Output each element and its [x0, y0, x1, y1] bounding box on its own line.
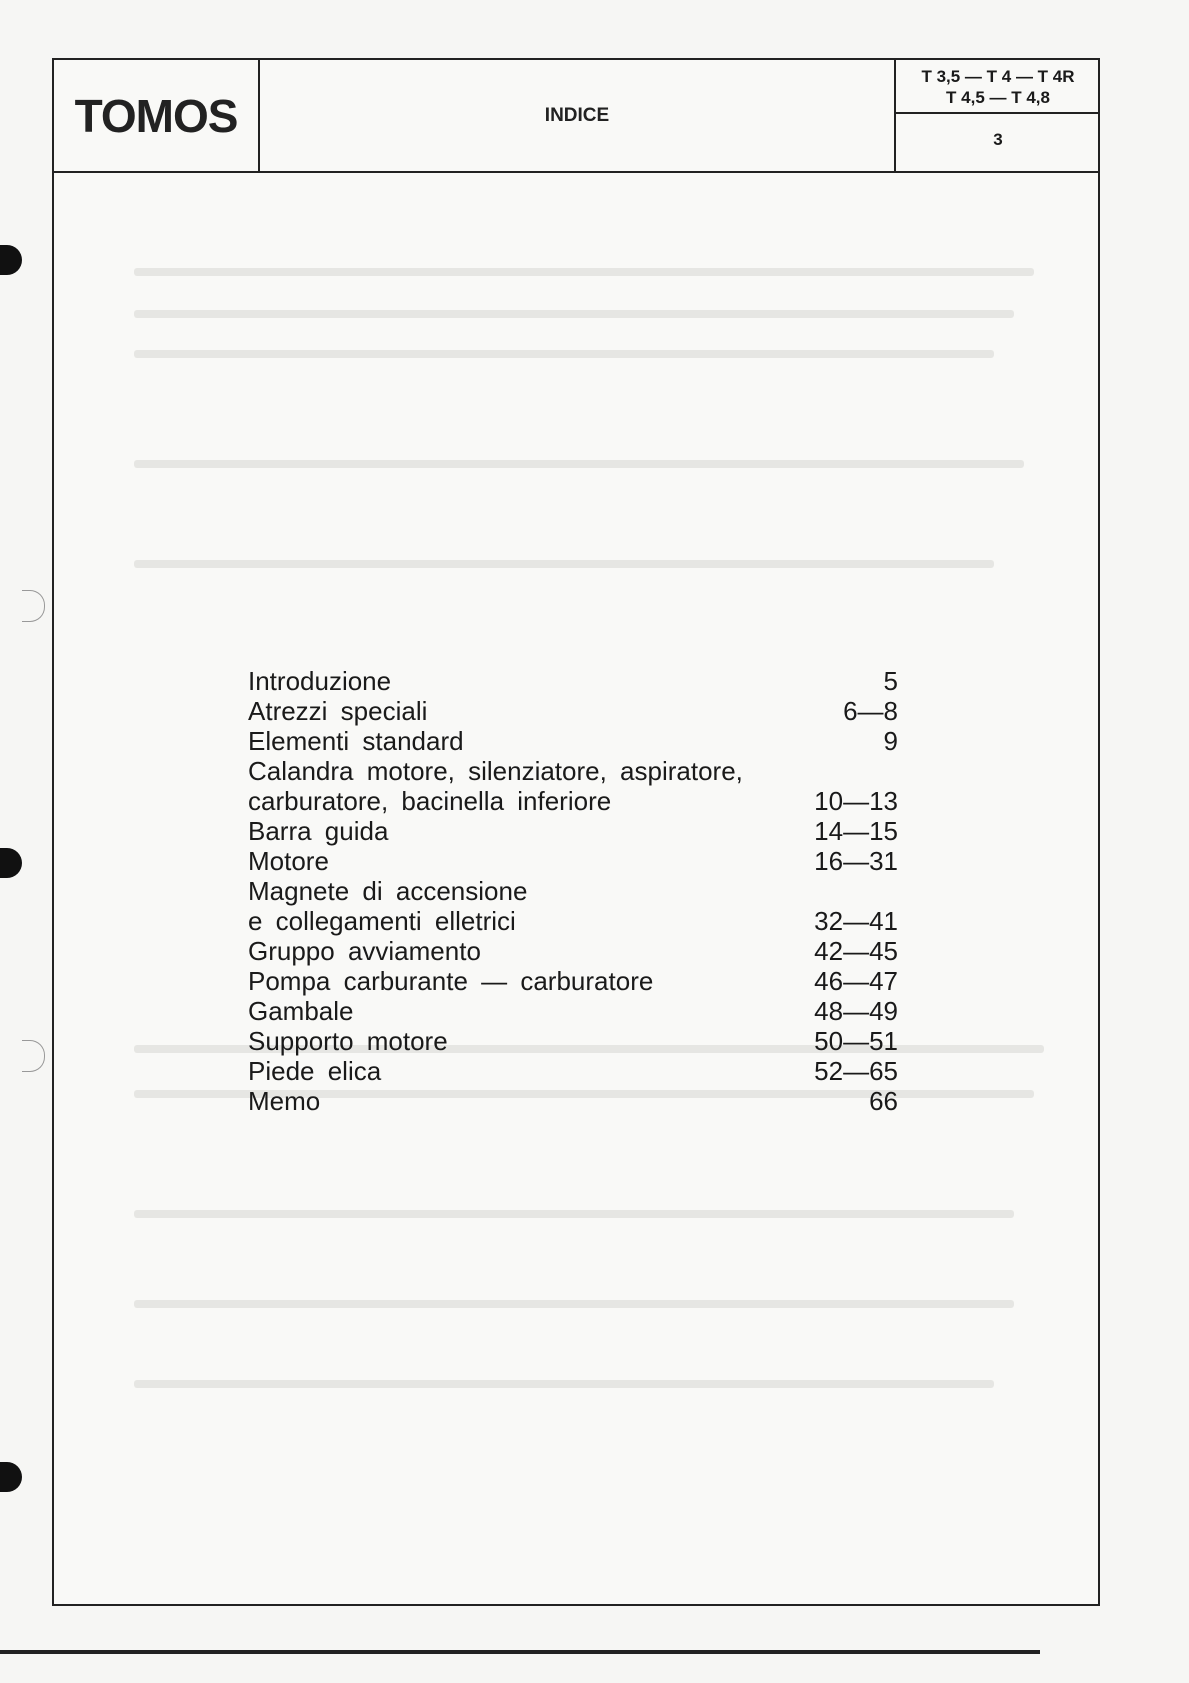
toc-entry-pages: 50—51	[814, 1026, 898, 1056]
toc-entry	[248, 846, 898, 876]
show-through-line	[134, 1300, 1014, 1308]
page-number: 3	[993, 130, 1003, 149]
toc-entry-title: Memo	[248, 1086, 321, 1116]
show-through-line	[134, 560, 994, 568]
toc-entry	[248, 1086, 898, 1116]
toc-entry-pages: 42—45	[814, 936, 898, 966]
toc-entry	[248, 936, 898, 966]
toc-entry-title: Pompa carburante — carburatore	[248, 966, 654, 996]
toc-entry-pages: 52—65	[814, 1056, 898, 1086]
toc-entry-title: Barra guida	[248, 816, 389, 846]
toc-entry-title: e collegamenti elletrici	[248, 906, 516, 936]
header-block	[54, 60, 1098, 173]
toc-entry-pages: 46—47	[814, 966, 898, 996]
toc-entry-pages: 10—13	[814, 786, 898, 816]
punch-hole-ring	[22, 590, 45, 622]
title-cell	[260, 60, 896, 171]
toc-entry-title: Elementi standard	[248, 726, 464, 756]
toc-entry-pages: 6—8	[843, 696, 898, 726]
toc-entry-title: Gambale	[248, 996, 354, 1026]
model-line-2: T 4,5 — T 4,8	[946, 88, 1050, 107]
models-cell	[896, 60, 1100, 171]
toc-entry	[248, 1056, 898, 1086]
show-through-line	[134, 460, 1024, 468]
toc-entry	[248, 666, 898, 696]
punch-hole	[0, 1462, 22, 1492]
toc-entry-title: Piede elica	[248, 1056, 382, 1086]
toc-entry-title: Calandra motore, silenziatore, aspiratore,	[248, 756, 743, 786]
show-through-line	[134, 1380, 994, 1388]
toc-entry-pages: 16—31	[814, 846, 898, 876]
toc-entry-pages: 9	[883, 726, 898, 756]
show-through-line	[134, 310, 1014, 318]
logo-cell	[54, 60, 260, 171]
toc-entry	[248, 786, 898, 816]
toc-entry-title: Magnete di accensione	[248, 876, 528, 906]
toc-entry	[248, 696, 898, 726]
punch-hole-ring	[22, 1040, 45, 1072]
toc-entry	[248, 726, 898, 756]
toc-entry-title: Atrezzi speciali	[248, 696, 428, 726]
punch-hole	[0, 245, 22, 275]
toc-entry-pages: 32—41	[814, 906, 898, 936]
toc-entry	[248, 996, 898, 1026]
toc-entry-title: Gruppo avviamento	[248, 936, 481, 966]
toc-entry-pages: 5	[883, 666, 898, 696]
model-list	[896, 60, 1100, 114]
model-line-1: T 3,5 — T 4 — T 4R	[921, 67, 1075, 86]
page-title: INDICE	[544, 105, 610, 126]
bottom-rule	[0, 1650, 1040, 1654]
show-through-line	[134, 1210, 1014, 1218]
table-of-contents	[248, 666, 898, 1116]
toc-entry	[248, 816, 898, 846]
toc-entry	[248, 906, 898, 936]
toc-entry-pages: 14—15	[814, 816, 898, 846]
toc-entry-title: Introduzione	[248, 666, 392, 696]
show-through-line	[134, 268, 1034, 276]
toc-entry-pages: 48—49	[814, 996, 898, 1026]
punch-hole	[0, 848, 22, 878]
brand-logo: TOMOS	[74, 89, 238, 142]
toc-entry-title: carburatore, bacinella inferiore	[248, 786, 612, 816]
toc-entry-pages: 66	[869, 1086, 898, 1116]
toc-entry-title: Supporto motore	[248, 1026, 448, 1056]
toc-entry	[248, 876, 898, 906]
toc-entry	[248, 1026, 898, 1056]
toc-entry	[248, 756, 898, 786]
toc-entry	[248, 966, 898, 996]
toc-entry-title: Motore	[248, 846, 329, 876]
show-through-line	[134, 350, 994, 358]
